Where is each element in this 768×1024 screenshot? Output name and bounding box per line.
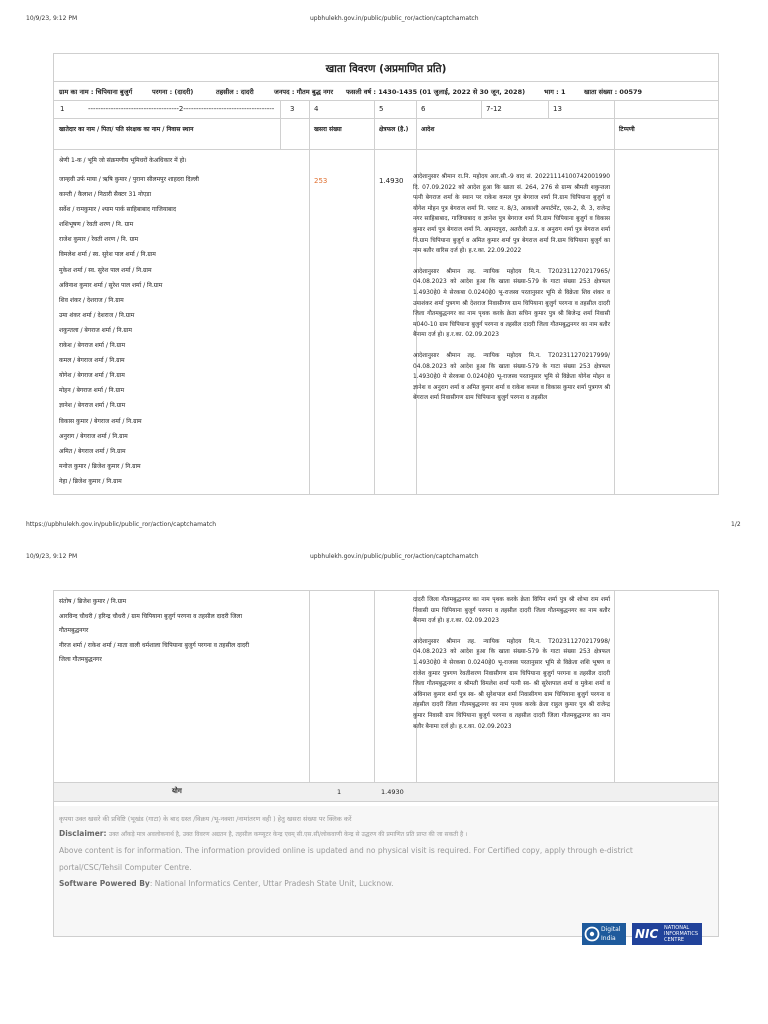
meta-village: ग्राम का नाम : चिपियाना बुजुर्ग	[59, 88, 133, 96]
owner-row: उमा शंकर शर्मा / देशराज / नि.ग्राम	[59, 311, 135, 319]
owner-row: सर्वेश / रामकुमार / श्याम पार्क साहिबाबाद गाजियाबाद	[59, 206, 177, 214]
order-entry: आदेशानुसार श्रीमान तह. न्यायिक महोदय मि.न. T202311270217965/ 04.08.2023 को आदेश हुआ कि खाता संख्या-579 के गाटा संख्या 253 क्षेत्रफल 1.4930हे0 मे सेरकबा 0.0240हे0 भू-राजस्व परतानुसार भूमि से विक्रेता शिव शंकर व उमाशंकर शर्मा पुत्रगण श्री देशराज निवासीगण ग्राम चिपियाना बुजुर्ग परगना व तहसील दादरी जिला गौतमबुद्धनगर का नाम पृथक करके क्रेता सचिन कुमार पुत्र श्री बिजेन्द्र शर्मा निवासी म040-10 ग्राम चिपियाना बुजुर्ग परगना व तहसील दादरी जिला गौतमबुद्धनगर का नाम बतौर बैनामा दर्ज हो। ह.र.का. 02.09.2023	[413, 268, 610, 339]
disclaimer	[59, 829, 467, 838]
disclaimer-english: Above content is for information. The information provided online is updated and no physical visit is required. For Certified copy, apply through e-district	[59, 846, 633, 855]
print-datetime: 10/9/23, 9:12 PM	[26, 15, 78, 22]
nic-text-2: INFORMATICS	[664, 931, 699, 937]
print-datetime-page-2: 10/9/23, 9:12 PM	[26, 553, 78, 560]
colnum-3: 3	[290, 105, 295, 113]
digital-india-logo	[582, 923, 626, 945]
area-value: 1.4930	[379, 177, 404, 185]
owner-row: नेहा / ब्रिजेश कुमार / नि.ग्राम	[59, 477, 122, 485]
print-url-page-2: upbhulekh.gov.in/public/public_ror/action/captchamatch	[310, 553, 479, 560]
total-row	[54, 783, 718, 801]
colnum-5: 5	[379, 105, 384, 113]
colnum-1: 1	[60, 105, 65, 113]
powered-by-text: : National Informatics Center, Uttar Pradesh State Unit, Lucknow.	[149, 879, 394, 888]
meta-fasli-year: फसली वर्ष : 1430-1435 (01 जुलाई, 2022 से 30 जून, 2028)	[346, 88, 526, 96]
owner-row: अविनाश कुमार शर्मा / सुरेश पाल शर्मा / नि.ग्राम	[59, 281, 163, 289]
owner-row: आरविन्द चौधरी / हरिन्द्र चौधरी / ग्राम चिपियाना बुजुर्ग परगना व तहसील दादरी जिला	[59, 612, 243, 620]
orders-page-2	[413, 595, 610, 775]
owner-row: ज्ञानेश / बेगराज शर्मा / नि.ग्राम	[59, 402, 126, 410]
header-khatedar: खातेदार का नाम / पिता/ पति संरक्षक का नाम / निवास स्थान	[59, 126, 194, 133]
owner-row: मनोज कुमार / ब्रिजेश कुमार / नि.ग्राम	[59, 462, 141, 470]
meta-district: जनपद : गौतम बुद्ध नगर	[274, 88, 333, 96]
disclaimer-hindi: उक्त आँकड़े मात्र अवलोकनार्थ है, उक्त विवरण अद्यतन है, तहसील कम्प्यूटर केन्द्र एवम् सी.एस.सी/लोकवाणी केन्द्र से उद्धरण की प्रमाणित प्रति प्राप्त की जा सकती है ।	[108, 831, 468, 838]
total-label: योग	[172, 787, 182, 795]
khasra-number-link[interactable]: 253	[314, 177, 328, 185]
print-page-number: 1/2	[731, 521, 741, 528]
owner-row: शकुन्तला / बेगराज शर्मा / नि.ग्राम	[59, 326, 132, 334]
colnum-2: ------------------------------------2------------------------------------	[88, 105, 275, 113]
header-khasra-number: खसरा संख्या	[314, 126, 342, 133]
disclaimer-english-2: portal/CSC/Tehsil Computer Centre.	[59, 863, 192, 872]
khata-document-page-2	[53, 590, 719, 943]
owner-row: योगेश / बेगराज शर्मा / नि.ग्राम	[59, 372, 125, 380]
owner-row: विमलेश शर्मा / स्व. सुरेश पाल शर्मा / नि.ग्राम	[59, 251, 156, 259]
software-powered-by	[59, 879, 394, 888]
header-order: आदेश	[421, 126, 435, 133]
land-category: श्रेणी 1-क / भूमि जो संक्रमणीय भूमिधरों केअधिकार में हो।	[59, 157, 187, 164]
owner-row: अनुराग / बेगराज शर्मा / नि.ग्राम	[59, 432, 128, 440]
colnum-6: 6	[421, 105, 426, 113]
owner-row: शशिभूषण / रेवती शरण / नि. ग्राम	[59, 221, 134, 229]
total-area: 1.4930	[381, 788, 404, 796]
owner-row: कान्ती / कैलाश / निठारी सैक्टर 31 नोएडा	[59, 191, 152, 199]
owners-list-page-2	[59, 597, 249, 670]
owner-row: जान्हवी उर्फ माया / ऋषि कुमार / पुराना सीलमपुर शाहदरा दिल्ली	[59, 176, 199, 183]
owners-list-page-1	[59, 175, 199, 492]
header-remarks: टिप्पणी	[619, 126, 635, 133]
owner-row: जिला गौतमबुद्धनगर	[59, 656, 102, 664]
meta-pargana: परगना : (दादरी)	[152, 88, 194, 96]
india-text: India	[601, 935, 616, 942]
order-entry: आदेशानुसार श्रीमान तह. न्यायिक महोदय मि.न. T202311270217999/ 04.08.2023 को आदेश हुआ कि खाता संख्या-579 के गाटा संख्या 253 क्षेत्रफल 1.4930हे0 मे सेरकबा 0.0240हे0 भू-राजस्व परतानुसार भूमि से विक्रेता योगेश मोहन व ज्ञानेश व अनुराग शर्मा व अमित कुमार शर्मा व राकेश कमल व विकास कुमार शर्मा पुत्रगण श्री बेगराज शर्मा निवासीगण ग्राम चिपियाना बुजुर्ग परगना व तहसील	[413, 352, 610, 402]
owner-row: विकास कुमार / बेगराज शर्मा / नि.ग्राम	[59, 417, 142, 425]
owner-row: मोहन / बेगराज शर्मा / नि.ग्राम	[59, 387, 125, 395]
powered-label: Software Powered By	[59, 879, 150, 888]
meta-tehsil: तहसील : दादरी	[216, 88, 254, 96]
print-footer-url: https://upbhulekh.gov.in/public/public_ror/action/captchamatch	[26, 521, 217, 528]
owner-row: कमल / बेगराज शर्मा / नि.ग्राम	[59, 357, 125, 365]
owner-row: राजेश कुमार / रेवती शरण / नि. ग्राम	[59, 236, 139, 244]
owner-row: अमित / बेगराज शर्मा / नि.ग्राम	[59, 447, 126, 455]
document-title: खाता विवरण (अप्रमाणित प्रति)	[325, 63, 447, 75]
nic-logo	[632, 923, 702, 945]
digital-india-icon	[584, 926, 600, 942]
khata-document-page-1	[53, 53, 719, 495]
nic-text-1: NATIONAL	[664, 925, 690, 931]
order-entry: आदेशानुसार श्रीमान रा.नि. महोदय आर.सी.-9 वाद सं. 20221114100742001990 दि. 07.09.2022 को आदेश हुआ कि खाता सं. 264, 276 से ग्राम्य श्रीमती शकुन्तला पत्नी बेगराज शर्मा के स्थान पर राकेश कमल पुत्र बेगराज शर्मा नि.ग्राम चिपियाना बुजुर्ग व योगेश मोहन पुत्र बेगराज शर्मा नि. प्लाट न. 8/3, आकाशी अपार्टमेंट, एस-2, सै. 3, राजेन्द्र नगर साहिबाबाद, गाजियाबाद व ज्ञानेश पुत्र बेगराज शर्मा नि.ग्राम चिपियाना बुजुर्ग व विकास कुमार शर्मा पुत्र बेगराज शर्मा नि. अहमदपुरा, अतरौली उ.प्र. व अनुराग शर्मा पुत्र बेगराज शर्मा नि.ग्राम चिपियाना बुजुर्ग व अमित कुमार शर्मा पुत्र बेगराज शर्मा नि.ग्राम चिपियाना बुजुर्ग का नाम बतौर वारिस दर्ज हो। ह.र.का. 22.09.2022	[413, 174, 610, 255]
total-khasra-count: 1	[337, 788, 342, 796]
header-area: क्षेत्रफल (है.)	[379, 126, 409, 133]
order-entry: दादरी जिला गौतमबुद्धनगर का नाम पृथक करके क्रेता विपिन शर्मा पुत्र श्री शोभा राम शर्मा निवासी ग्राम चिपियाना बुजुर्ग परगना व तहसील दादरी जिला गौतमबुद्धनगर का नाम बतौर बैनामा दर्ज हो। ह.र.का. 02.09.2023	[413, 597, 610, 625]
colnum-4: 4	[314, 105, 319, 113]
meta-part: भाग : 1	[544, 88, 566, 96]
owner-row: राकेश / बेगराज शर्मा / नि.ग्राम	[59, 342, 126, 350]
orders-page-1	[413, 172, 610, 494]
print-url: upbhulekh.gov.in/public/public_ror/action/captchamatch	[310, 15, 479, 22]
owner-row: मुकेश शर्मा / स्व. सुरेश पाल शर्मा / नि.ग्राम	[59, 266, 152, 274]
owner-row: गौतमबुद्धनगर	[59, 627, 89, 635]
meta-khata-number: खाता संख्या : 00579	[584, 88, 643, 96]
colnum-7-12: 7-12	[486, 105, 502, 113]
nic-letters: NIC	[635, 927, 659, 941]
digital-text: Digital	[601, 926, 621, 933]
owner-row: संतोष / ब्रिजेश कुमार / नि.ग्राम	[59, 598, 127, 605]
order-entry: आदेशानुसार श्रीमान तह. न्यायिक महोदय मि.न. T202311270217998/ 04.08.2023 को आदेश हुआ कि खाता संख्या-579 के गाटा संख्या 253 क्षेत्रफल 1.4930हे0 मे सेरकबा 0.0240हे0 भू-राजस्व परतानुसार भूमि से विक्रेता शशि भूषण व राजेश कुमार पुत्रगण रेवतीशरण निवासीगण ग्राम चिपियाना बुजुर्ग परगना व तहसील दादरी जिला गौतमबुद्धनगर व श्रीमती विमलेश शर्मा पत्नी स्व- श्री सुरेशपाल शर्मा व मुकेश शर्मा व अविनाश कुमार शर्मा पुत्र स्व- श्री सुरेशपाल शर्मा निवासीगण ग्राम चिपियाना बुजुर्ग परगना व तहसील दादरी जिला गौतमबुद्धनगर का नाम पृथक करके क्रेता राहुल कुमार पुत्र श्री राजेन्द्र कुमार निवासी ग्राम चिपियाना बुजुर्ग परगना व तहसील दादरी जिला गौतमबुद्धनगर का नाम बतौर बैनामा दर्ज हो। ह.र.का. 02.09.2023	[413, 638, 610, 730]
khasra-click-note: कृपया उक्त खसरे की प्रविष्टि (भूखंड (गाटा) के बाद ग्रस्त /विक्रय /भू-नक्शा /नामांतरण वही ) हेतु खसरा संख्या पर क्लिक करें	[59, 815, 352, 823]
owner-row: शिव शंकर / देशराज / नि.ग्राम	[59, 296, 124, 304]
colnum-13: 13	[553, 105, 562, 113]
disclaimer-label: Disclaimer:	[59, 829, 107, 838]
nic-text-3: CENTRE	[664, 937, 685, 943]
owner-row: नीरज शर्मा / राकेश शर्मा / माता वाली धर्मशाला चिपियाना बुजुर्ग परगना व तहसील दादरी	[59, 641, 250, 649]
document-footer	[54, 806, 718, 943]
